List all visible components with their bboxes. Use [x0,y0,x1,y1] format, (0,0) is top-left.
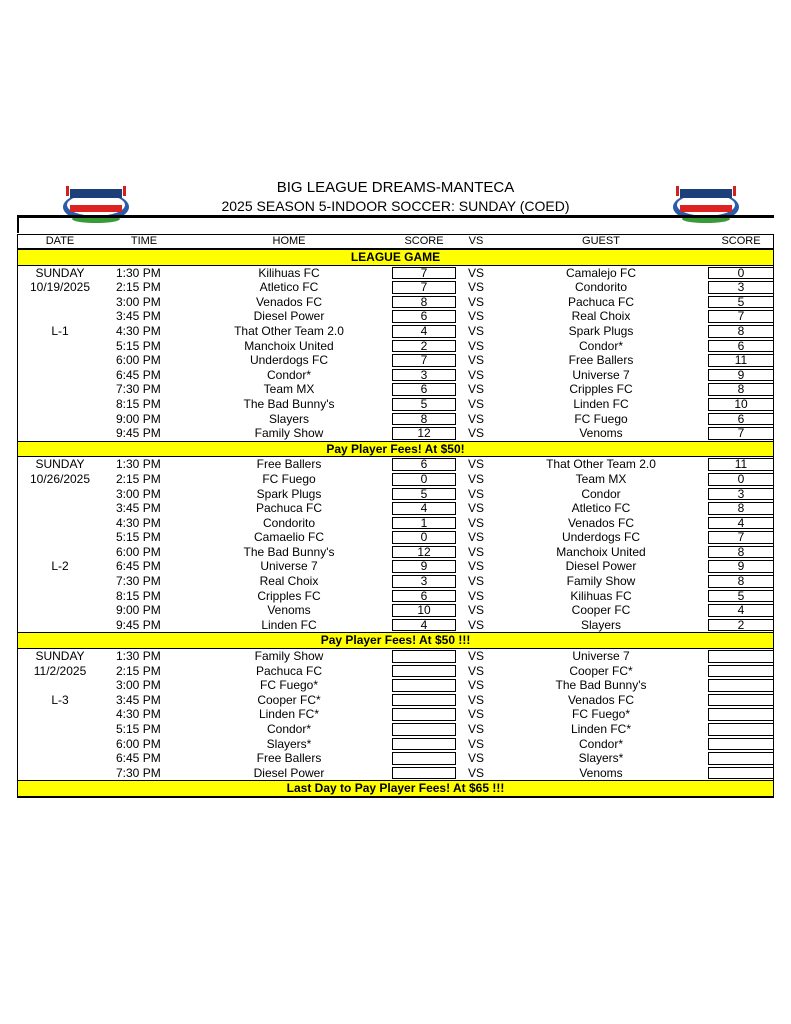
game-time: 7:30 PM [116,765,161,780]
game-time: 3:00 PM [116,486,161,501]
guest-team: Condor* [578,736,624,751]
vs-label: VS [467,382,484,397]
game-time: 2:15 PM [116,471,161,486]
home-score [392,694,456,707]
vs-label: VS [467,678,484,693]
table-row [18,266,773,281]
guest-score: 4 [708,604,774,617]
guest-team: Underdogs FC [561,530,641,545]
game-time: 9:00 PM [116,411,161,426]
guest-team: Real Choix [571,309,631,324]
home-team: Cripples FC [257,588,321,603]
guest-team: Cooper FC [571,603,631,618]
table-row [18,574,773,589]
home-score: 6 [392,458,456,471]
table-row [18,382,773,397]
table-row [18,751,773,766]
guest-score: 6 [708,340,774,353]
vs-label: VS [467,707,484,722]
home-score: 5 [392,488,456,501]
vs-label: VS [467,692,484,707]
game-time: 3:00 PM [116,294,161,309]
guest-score: 0 [708,473,774,486]
guest-team: Diesel Power [565,559,637,574]
col-guest: GUEST [582,235,620,247]
vs-label: VS [467,426,484,441]
guest-score: 8 [708,575,774,588]
guest-score: 8 [708,546,774,559]
week-label: L-3 [51,692,69,707]
home-score: 12 [392,427,456,440]
game-time: 6:45 PM [116,559,161,574]
week-date: 10/19/2025 [29,280,91,295]
guest-team: Venoms [579,426,623,441]
home-team: The Bad Bunny's [243,544,335,559]
table-row [18,501,773,516]
table-row [18,397,773,412]
home-team: Free Ballers [256,457,322,472]
guest-team: Team MX [575,471,627,486]
game-time: 5:15 PM [116,722,161,736]
guest-score: 7 [708,531,774,544]
game-time: 8:15 PM [116,396,161,411]
col-home-score: SCORE [404,235,444,247]
week-date: 11/2/2025 [33,663,87,678]
table-row [18,530,773,545]
home-score [392,665,456,678]
guest-team: Venados FC [567,692,635,707]
home-team: Kilihuas FC [258,265,320,280]
vs-label: VS [467,544,484,559]
guest-score: 5 [708,590,774,603]
game-time: 4:30 PM [116,707,161,722]
game-time: 2:15 PM [116,280,161,295]
home-team: Slayers* [266,736,312,751]
week-day: SUNDAY [35,265,85,280]
home-team: Team MX [263,382,315,397]
game-time: 3:45 PM [116,309,161,324]
divider [17,215,19,233]
home-team: Universe 7 [260,559,318,574]
game-time: 5:15 PM [116,338,161,353]
table-row [18,722,773,737]
fee-notice-banner: Pay Player Fees! At $50! [18,441,773,458]
table-header [18,235,773,249]
home-score: 4 [392,502,456,515]
table-row [18,589,773,604]
home-team: Atletico FC [259,280,319,295]
home-score: 6 [392,310,456,323]
guest-score [708,665,774,678]
guest-score [708,738,774,751]
home-score: 12 [392,546,456,559]
guest-team: Manchoix United [556,544,646,559]
guest-score [708,752,774,765]
home-score: 1 [392,517,456,530]
home-score: 10 [392,604,456,617]
table-row [18,309,773,324]
col-date: DATE [45,235,75,247]
game-time: 9:00 PM [116,603,161,618]
game-time: 5:15 PM [116,530,161,545]
home-score [392,679,456,692]
vs-label: VS [467,530,484,545]
col-vs: VS [468,235,484,247]
game-time: 1:30 PM [116,649,161,664]
week-day: SUNDAY [35,649,85,664]
guest-team: FC Fuego [574,411,628,426]
table-row [18,737,773,752]
home-team: Spark Plugs [256,486,322,501]
game-time: 3:00 PM [116,678,161,693]
home-team: Underdogs FC [249,353,329,368]
home-score: 7 [392,281,456,294]
game-time: 2:15 PM [116,663,161,678]
guest-score: 8 [708,502,774,515]
home-team: Family Show [254,426,324,441]
table-row [18,295,773,310]
vs-label: VS [467,588,484,603]
page-subtitle: 2025 SEASON 5-INDOOR SOCCER: SUNDAY (COED) [221,198,570,214]
vs-label: VS [467,765,484,780]
week-day: SUNDAY [35,457,85,472]
col-home: HOME [272,235,306,247]
schedule-frame [17,215,774,796]
table-row [18,368,773,383]
table-row [18,426,773,441]
guest-team: Camalejo FC [565,265,637,280]
vs-label: VS [467,309,484,324]
table-row [18,339,773,354]
table-row [18,280,773,295]
game-time: 7:30 PM [116,382,161,397]
guest-score: 4 [708,517,774,530]
table-row [18,678,773,693]
table-row [18,412,773,427]
home-score [392,650,456,663]
table-row [18,707,773,722]
home-score: 3 [392,369,456,382]
guest-score: 5 [708,296,774,309]
guest-team: Venados FC [567,515,635,530]
home-team: Condor* [266,367,312,382]
vs-label: VS [467,559,484,574]
guest-team: Slayers* [578,751,624,766]
home-score: 9 [392,560,456,573]
guest-score: 7 [708,310,774,323]
guest-score [708,708,774,721]
home-score: 6 [392,383,456,396]
guest-score [708,679,774,692]
home-team: That Other Team 2.0 [234,323,344,338]
table-row [18,353,773,368]
home-team: Slayers [268,411,309,426]
guest-score: 2 [708,619,774,632]
guest-score: 7 [708,427,774,440]
game-time: 9:45 PM [116,426,161,441]
vs-label: VS [467,411,484,426]
guest-team: Spark Plugs [568,323,634,338]
table-row [18,324,773,339]
vs-label: VS [467,323,484,338]
guest-team: Condor* [578,338,624,353]
table-row [18,516,773,531]
guest-score: 3 [708,281,774,294]
home-score: 4 [392,619,456,632]
fee-notice-banner: Pay Player Fees! At $50 !!! [18,632,773,649]
vs-label: VS [467,457,484,472]
home-team: Condor* [266,722,312,736]
home-team: Real Choix [259,574,319,589]
guest-team: Condorito [574,280,628,295]
vs-label: VS [467,471,484,486]
table-row [18,766,773,781]
home-score: 3 [392,575,456,588]
game-time: 3:45 PM [116,501,161,516]
table-row [18,618,773,633]
game-time: 6:45 PM [116,367,161,382]
game-time: 6:45 PM [116,751,161,766]
guest-team: Pachuca FC [567,294,635,309]
guest-team: Atletico FC [571,501,631,516]
game-time: 6:00 PM [116,736,161,751]
game-time: 1:30 PM [116,265,161,280]
guest-score: 10 [708,398,774,411]
home-score [392,738,456,751]
col-time: TIME [130,235,158,247]
guest-score: 11 [708,354,774,367]
game-time: 3:45 PM [116,692,161,707]
home-team: Linden FC [261,617,317,632]
week-date: 10/26/2025 [29,471,91,486]
table-row [18,603,773,618]
vs-label: VS [467,353,484,368]
vs-label: VS [467,367,484,382]
home-team: Diesel Power [253,309,325,324]
guest-team: FC Fuego* [571,707,631,722]
guest-team: Cripples FC [569,382,633,397]
home-score: 0 [392,473,456,486]
home-score: 2 [392,340,456,353]
guest-score: 3 [708,488,774,501]
game-time: 4:30 PM [116,323,161,338]
home-score: 4 [392,325,456,338]
vs-label: VS [467,294,484,309]
vs-label: VS [467,649,484,664]
game-time: 6:00 PM [116,544,161,559]
guest-score: 11 [708,458,774,471]
guest-score: 9 [708,560,774,573]
table-row [18,649,773,664]
home-team: Family Show [254,649,324,664]
week-label: L-2 [51,559,69,574]
guest-team: Universe 7 [572,649,630,664]
guest-score [708,694,774,707]
guest-team: Venoms [579,765,623,780]
vs-label: VS [467,663,484,678]
guest-score: 8 [708,383,774,396]
vs-label: VS [467,338,484,353]
game-time: 1:30 PM [116,457,161,472]
vs-label: VS [467,501,484,516]
divider [17,217,774,218]
schedule-table [17,234,774,798]
guest-score: 8 [708,325,774,338]
guest-score [708,650,774,663]
league-game-banner: LEAGUE GAME [18,249,773,266]
vs-label: VS [467,603,484,618]
home-score: 0 [392,531,456,544]
home-score: 5 [392,398,456,411]
fee-notice-banner: Last Day to Pay Player Fees! At $65 !!! [18,780,773,797]
guest-team: Linden FC [573,396,629,411]
table-row [18,559,773,574]
game-time: 9:45 PM [116,617,161,632]
home-team: FC Fuego [262,471,316,486]
vs-label: VS [467,722,484,736]
home-team: Manchoix United [244,338,334,353]
weeks-container [18,266,773,797]
home-team: The Bad Bunny's [243,396,335,411]
game-time: 4:30 PM [116,515,161,530]
table-row [18,487,773,502]
home-team: Free Ballers [256,751,322,766]
vs-label: VS [467,617,484,632]
vs-label: VS [467,574,484,589]
vs-label: VS [467,396,484,411]
guest-score [708,767,774,780]
vs-label: VS [467,515,484,530]
home-score: 8 [392,413,456,426]
home-score [392,723,456,736]
home-score [392,767,456,780]
guest-team: Linden FC* [570,722,632,736]
vs-label: VS [467,265,484,280]
guest-team: Slayers [580,617,621,632]
col-guest-score: SCORE [721,235,761,247]
guest-team: Cooper FC* [569,663,633,678]
game-time: 8:15 PM [116,588,161,603]
home-score: 7 [392,354,456,367]
guest-score [708,723,774,736]
home-score [392,752,456,765]
page-title: BIG LEAGUE DREAMS-MANTECA [276,179,515,196]
guest-team: Kilihuas FC [570,588,632,603]
table-row [18,693,773,708]
home-team: Diesel Power [253,765,325,780]
vs-label: VS [467,280,484,295]
home-team: Condorito [262,515,316,530]
vs-label: VS [467,736,484,751]
guest-team: The Bad Bunny's [555,678,647,693]
guest-team: Free Ballers [568,353,634,368]
table-row [18,457,773,472]
guest-score: 6 [708,413,774,426]
game-time: 7:30 PM [116,574,161,589]
table-row [18,472,773,487]
guest-team: That Other Team 2.0 [546,457,656,472]
vs-label: VS [467,486,484,501]
home-team: Pachuca FC [255,501,323,516]
home-team: Linden FC* [258,707,320,722]
home-score: 7 [392,267,456,280]
home-team: FC Fuego* [259,678,319,693]
table-row [18,664,773,679]
guest-team: Condor [581,486,621,501]
home-team: Venoms [267,603,311,618]
table-row [18,545,773,560]
home-score: 8 [392,296,456,309]
guest-team: Universe 7 [572,367,630,382]
home-team: Cooper FC* [257,692,321,707]
guest-team: Family Show [566,574,636,589]
home-score: 6 [392,590,456,603]
game-time: 6:00 PM [116,353,161,368]
home-team: Pachuca FC [255,663,323,678]
guest-score: 0 [708,267,774,280]
vs-label: VS [467,751,484,766]
home-team: Venados FC [255,294,323,309]
guest-score: 9 [708,369,774,382]
week-label: L-1 [51,323,69,338]
home-team: Camaelio FC [253,530,325,545]
home-score [392,708,456,721]
